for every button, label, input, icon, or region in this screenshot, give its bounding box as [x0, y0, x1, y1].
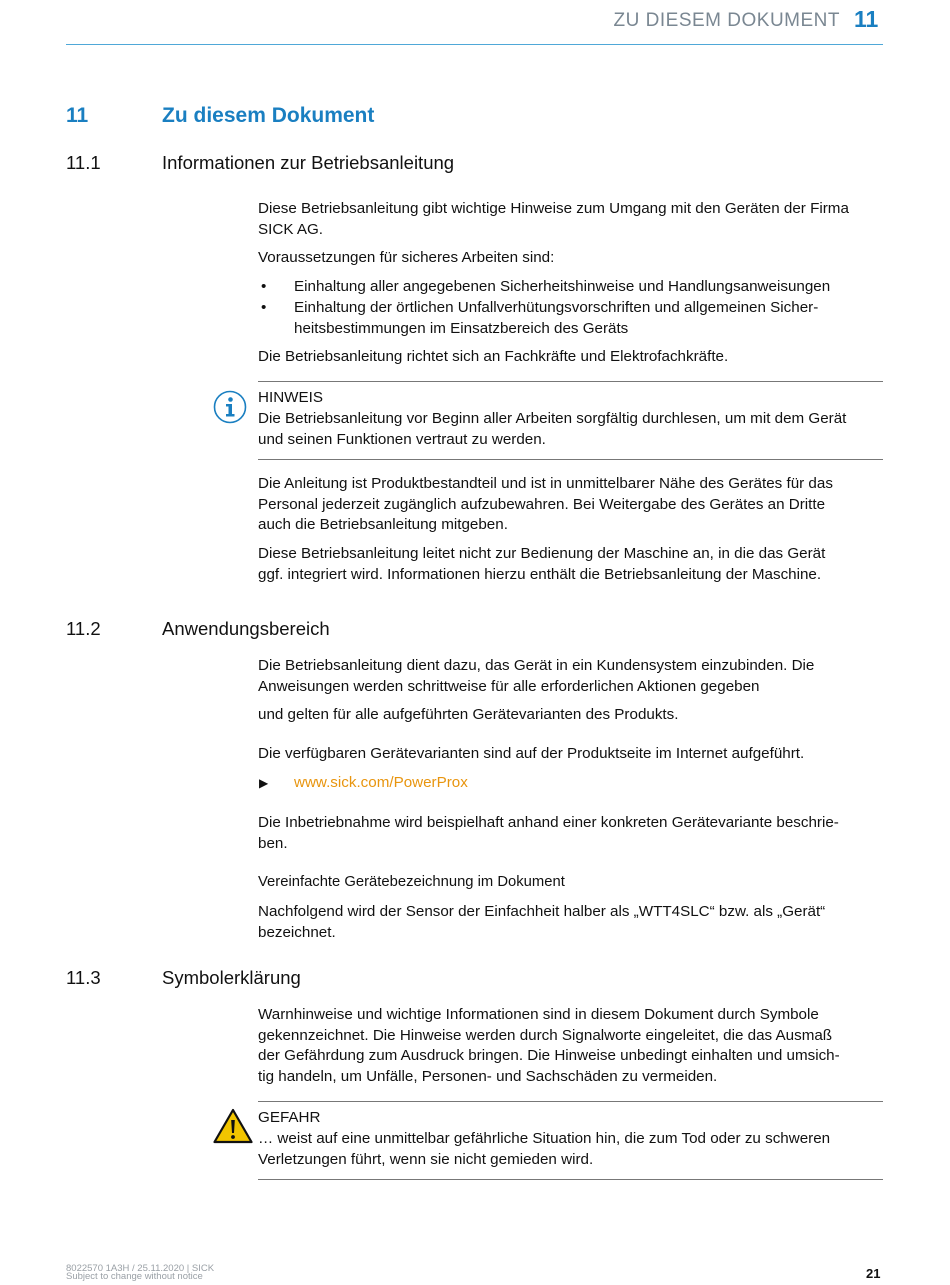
page-number: 21 [866, 1266, 881, 1281]
section-title-11-1: Informationen zur Betriebsanleitung [162, 152, 455, 173]
list-item [258, 298, 883, 339]
paragraph [258, 656, 883, 697]
footer-doc-id: 8022570 1A3H / 25.11.2020 | SICK [66, 1263, 215, 1274]
danger-top-rule [258, 1101, 883, 1102]
paragraph-line: Diese Betriebsanleitung leitet nicht zur Bedienung der Maschine an, in die das Gerät [258, 545, 826, 562]
notice-label: HINWEIS [258, 389, 323, 406]
danger-line: … weist auf eine unmittelbar gefährliche Situation hin, die zum Tod oder zu schweren [258, 1130, 831, 1147]
paragraph-line: Anweisungen werden schrittweise für alle erforderlichen Aktionen gegeben [258, 677, 760, 695]
paragraph-line: Warnhinweise und wichtige Informationen sind in diesem Dokument durch Symbole [258, 1006, 819, 1023]
paragraph-line: ggf. integriert wird. Informationen hierzu enthält die Betriebsanleitung der Maschine. [258, 565, 822, 583]
paragraph-line: Nachfolgend wird der Sensor der Einfachheit halber als „WTT4SLC“ bzw. als „Gerät“ [258, 903, 826, 920]
running-header-chapter-number: 11 [854, 6, 879, 32]
danger-label: GEFAHR [258, 1109, 321, 1126]
subheading: Vereinfachte Gerätebezeichnung im Dokument [258, 874, 565, 890]
paragraph-line: ben. [258, 834, 288, 852]
section-number-11-2: 11.2 [66, 618, 101, 639]
paragraph-line: auch die Betriebsanleitung mitgeben. [258, 516, 508, 533]
paragraph: Die verfügbaren Gerätevarianten sind auf der Produktseite im Internet aufgeführt. [258, 745, 805, 762]
notice-text [258, 409, 883, 450]
list-item-line: heitsbestimmungen im Einsatzbereich des Geräts [294, 319, 629, 337]
paragraph [258, 902, 883, 943]
paragraph-line: bezeichnet. [258, 923, 336, 941]
info-icon [213, 390, 247, 424]
paragraph [258, 813, 883, 854]
paragraph-line: gekennzeichnet. Die Hinweise werden durch Signalworte eingeleitet, die das Ausmaß [258, 1026, 833, 1044]
paragraph-line: Personal jederzeit zugänglich aufzubewahren. Bei Weitergabe des Gerätes an Dritte [258, 495, 826, 513]
footer-notice: Subject to change without notice [66, 1271, 203, 1282]
list-item-line: Einhaltung der örtlichen Unfallverhütungsvorschriften und allgemeinen Sicher- [294, 299, 819, 316]
notice-top-rule [258, 381, 883, 382]
list-item [258, 277, 883, 298]
bullet: • [261, 299, 267, 316]
section-number-11-3: 11.3 [66, 967, 101, 988]
notice-line: und seinen Funktionen vertraut zu werden. [258, 430, 546, 448]
section-title-11-2: Anwendungsbereich [162, 618, 330, 639]
paragraph [258, 199, 883, 240]
chapter-number: 11 [66, 104, 89, 127]
list-item-text: Einhaltung aller angegebenen Sicherheitshinweise und Handlungsanweisungen [294, 278, 831, 295]
warning-icon [213, 1108, 253, 1144]
link-item [258, 773, 883, 794]
paragraph [258, 544, 883, 585]
notice-line: Die Betriebsanleitung vor Beginn aller Arbeiten sorgfältig durchlesen, um mit dem Gerät [258, 410, 847, 427]
paragraph-line: tig handeln, um Unfälle, Personen- und Sachschäden zu vermeiden. [258, 1067, 718, 1085]
paragraph: Voraussetzungen für sicheres Arbeiten sind: [258, 249, 555, 266]
header-divider [66, 44, 883, 45]
running-header-title: ZU DIESEM DOKUMENT [613, 10, 840, 31]
paragraph-line: der Gefährdung zum Ausdruck bringen. Die Hinweise unbedingt einhalten und umsich- [258, 1047, 840, 1064]
chapter-title: Zu diesem Dokument [162, 104, 375, 127]
paragraph-line: Die Betriebsanleitung dient dazu, das Gerät in ein Kundensystem einzubinden. Die [258, 657, 815, 674]
danger-text [258, 1129, 883, 1170]
danger-line: Verletzungen führt, wenn sie nicht gemieden wird. [258, 1150, 594, 1168]
list-item-text [294, 298, 883, 339]
paragraph: und gelten für alle aufgeführten Gerätevarianten des Produkts. [258, 706, 679, 723]
paragraph-line: Die Anleitung ist Produktbestandteil und ist in unmittelbarer Nähe des Gerätes für das [258, 475, 833, 492]
paragraph [258, 474, 883, 536]
product-page-link[interactable]: www.sick.com/PowerProx [294, 774, 468, 791]
paragraph-line: Diese Betriebsanleitung gibt wichtige Hinweise zum Umgang mit den Geräten der Firma [258, 200, 849, 217]
notice-bottom-rule [258, 459, 883, 460]
arrow-icon: ▶ [259, 776, 269, 790]
section-number-11-1: 11.1 [66, 152, 101, 173]
danger-bottom-rule [258, 1179, 883, 1180]
paragraph: Die Betriebsanleitung richtet sich an Fachkräfte und Elektrofachkräfte. [258, 348, 729, 365]
bullet: • [261, 278, 267, 295]
paragraph-line: SICK AG. [258, 220, 323, 238]
section-title-11-3: Symbolerklärung [162, 967, 301, 988]
paragraph [258, 1005, 883, 1087]
paragraph-line: Die Inbetriebnahme wird beispielhaft anhand einer konkreten Gerätevariante beschrie- [258, 814, 839, 831]
